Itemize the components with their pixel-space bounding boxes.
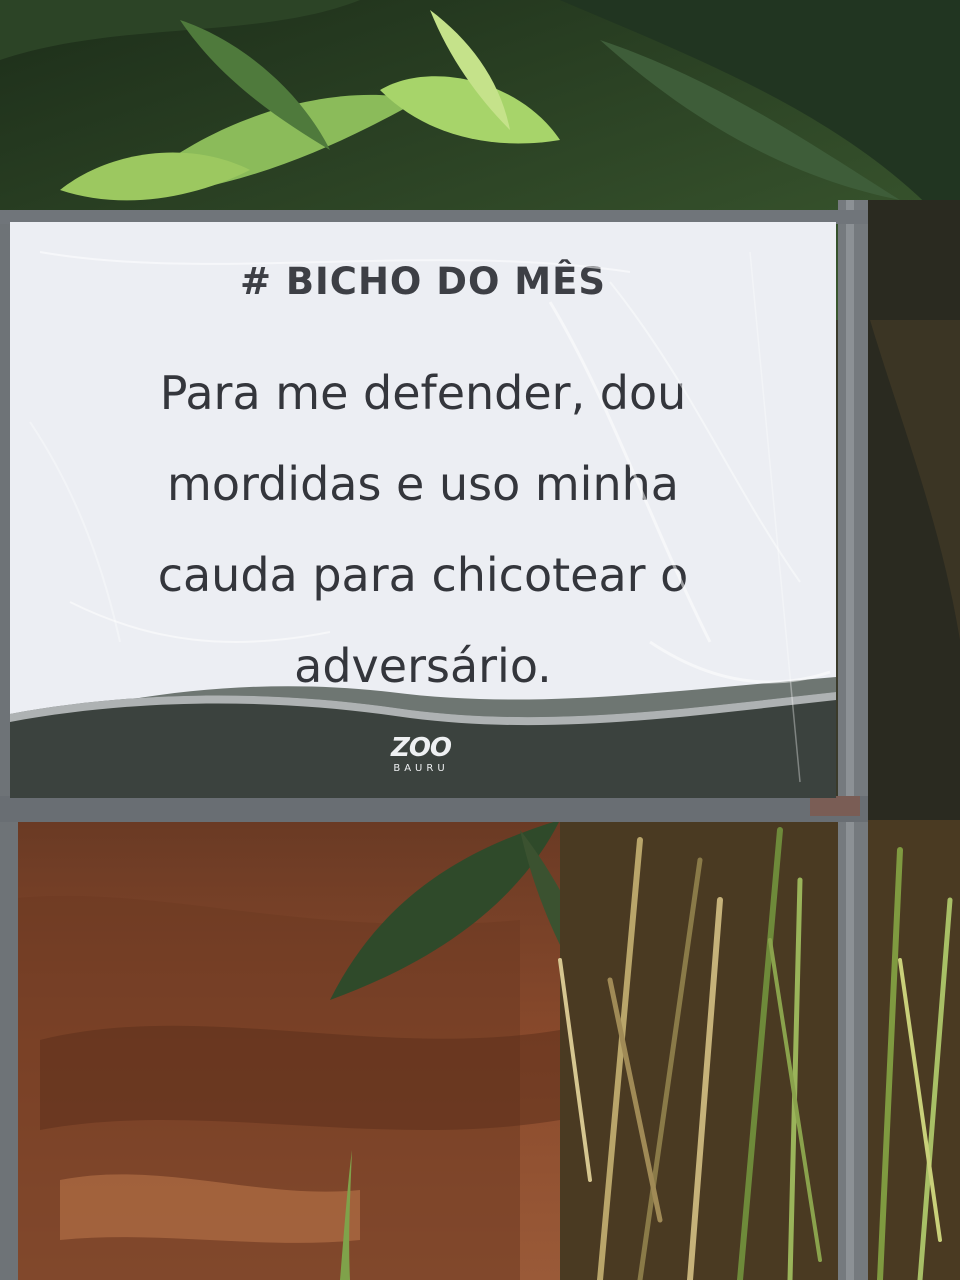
zoo-bauru-logo [366, 734, 476, 786]
sign-line: Para me defender, dou [159, 366, 687, 420]
sign-line: cauda para chicotear o [157, 548, 689, 602]
zoo-sign [10, 222, 836, 798]
right-post-highlight [846, 200, 854, 1280]
logo-wordmark: ZOO [390, 733, 452, 763]
logo-city: BAURU [393, 763, 449, 774]
sign-title: # BICHO DO MÊS [239, 260, 607, 303]
frame-bottom-rust [810, 796, 860, 816]
sign-line: mordidas e uso minha [167, 457, 679, 511]
sign-wave-footer [10, 222, 836, 798]
sign-line: adversário. [294, 639, 552, 693]
shadow [40, 1026, 560, 1130]
frame-bottom-rail [0, 796, 868, 822]
